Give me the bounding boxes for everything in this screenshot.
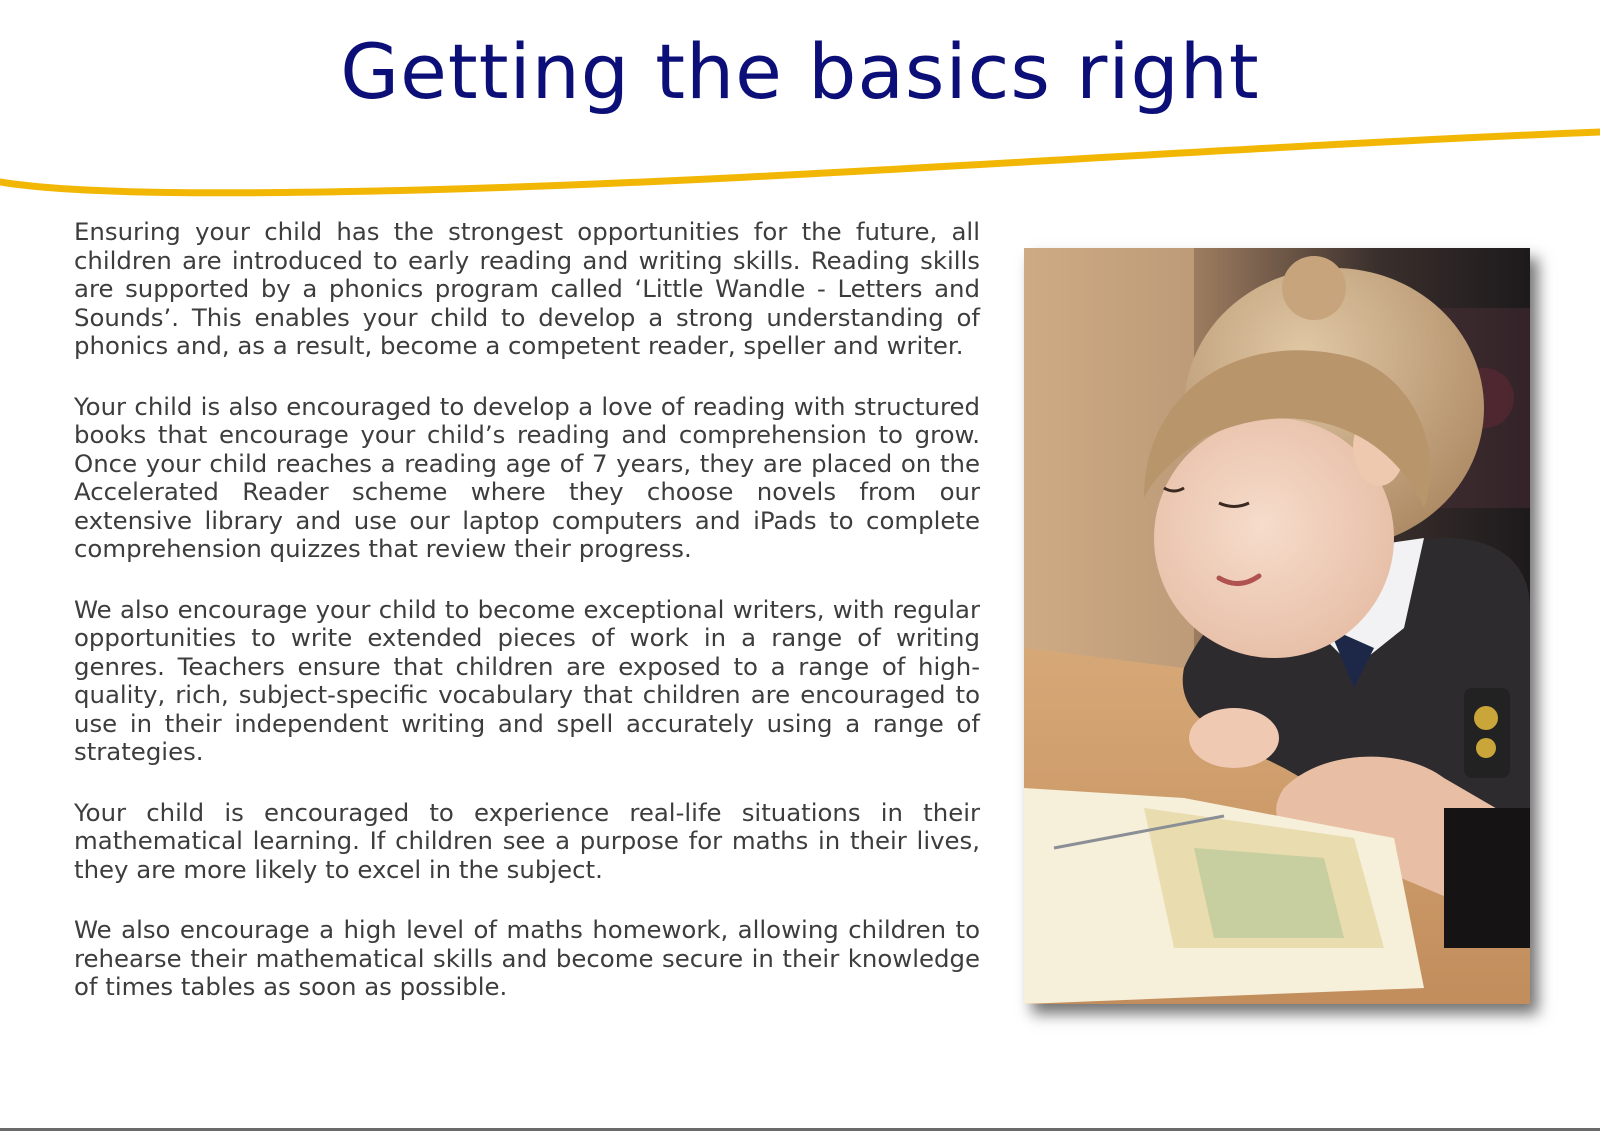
page-title: Getting the basics right: [340, 27, 1260, 116]
yellow-swoosh-divider: [0, 118, 1600, 208]
girl-reading-photo: [1024, 248, 1530, 1004]
paragraph-homework: We also encourage a high level of maths homework, allowing children to rehearse their mathematical skills and become secure in their knowledge of times tables as soon as possible.: [74, 915, 980, 1001]
paragraph-phonics: Ensuring your child has the strongest opportunities for the future, all children are introduced to early reading and writing skills. Reading skills are supported by a phonics program called ‘Little Wandle - Letters and Sounds’. This enables your child to develop a strong understanding of phonics and, as a result, become a competent reader, speller and writer.: [74, 217, 980, 360]
paragraph-writing: We also encourage your child to become exceptional writers, with regular opportunities to write extended pieces of work in a range of writing genres. Teachers ensure that children are exposed to a range of high-quality, rich, subject-specific vocabulary that children are encouraged to use in their independent writing and spell accurately using a range of strategies.: [74, 594, 980, 766]
body-text: [74, 218, 980, 1034]
paragraph-maths: Your child is encouraged to experience real-life situations in their mathematical learning. If children see a purpose for maths in their lives, they are more likely to excel in the subject.: [74, 797, 980, 884]
paragraph-reading: Your child is also encouraged to develop a love of reading with structured books that encourage your child’s reading and comprehension to grow. Once your child reaches a reading age of 7 years, they are placed on the Accelerated Reader scheme where they choose novels from our extensive library and use our laptop computers and iPads to complete comprehension quizzes that review their progress.: [74, 391, 980, 563]
photo-illustration: [1024, 248, 1530, 1004]
